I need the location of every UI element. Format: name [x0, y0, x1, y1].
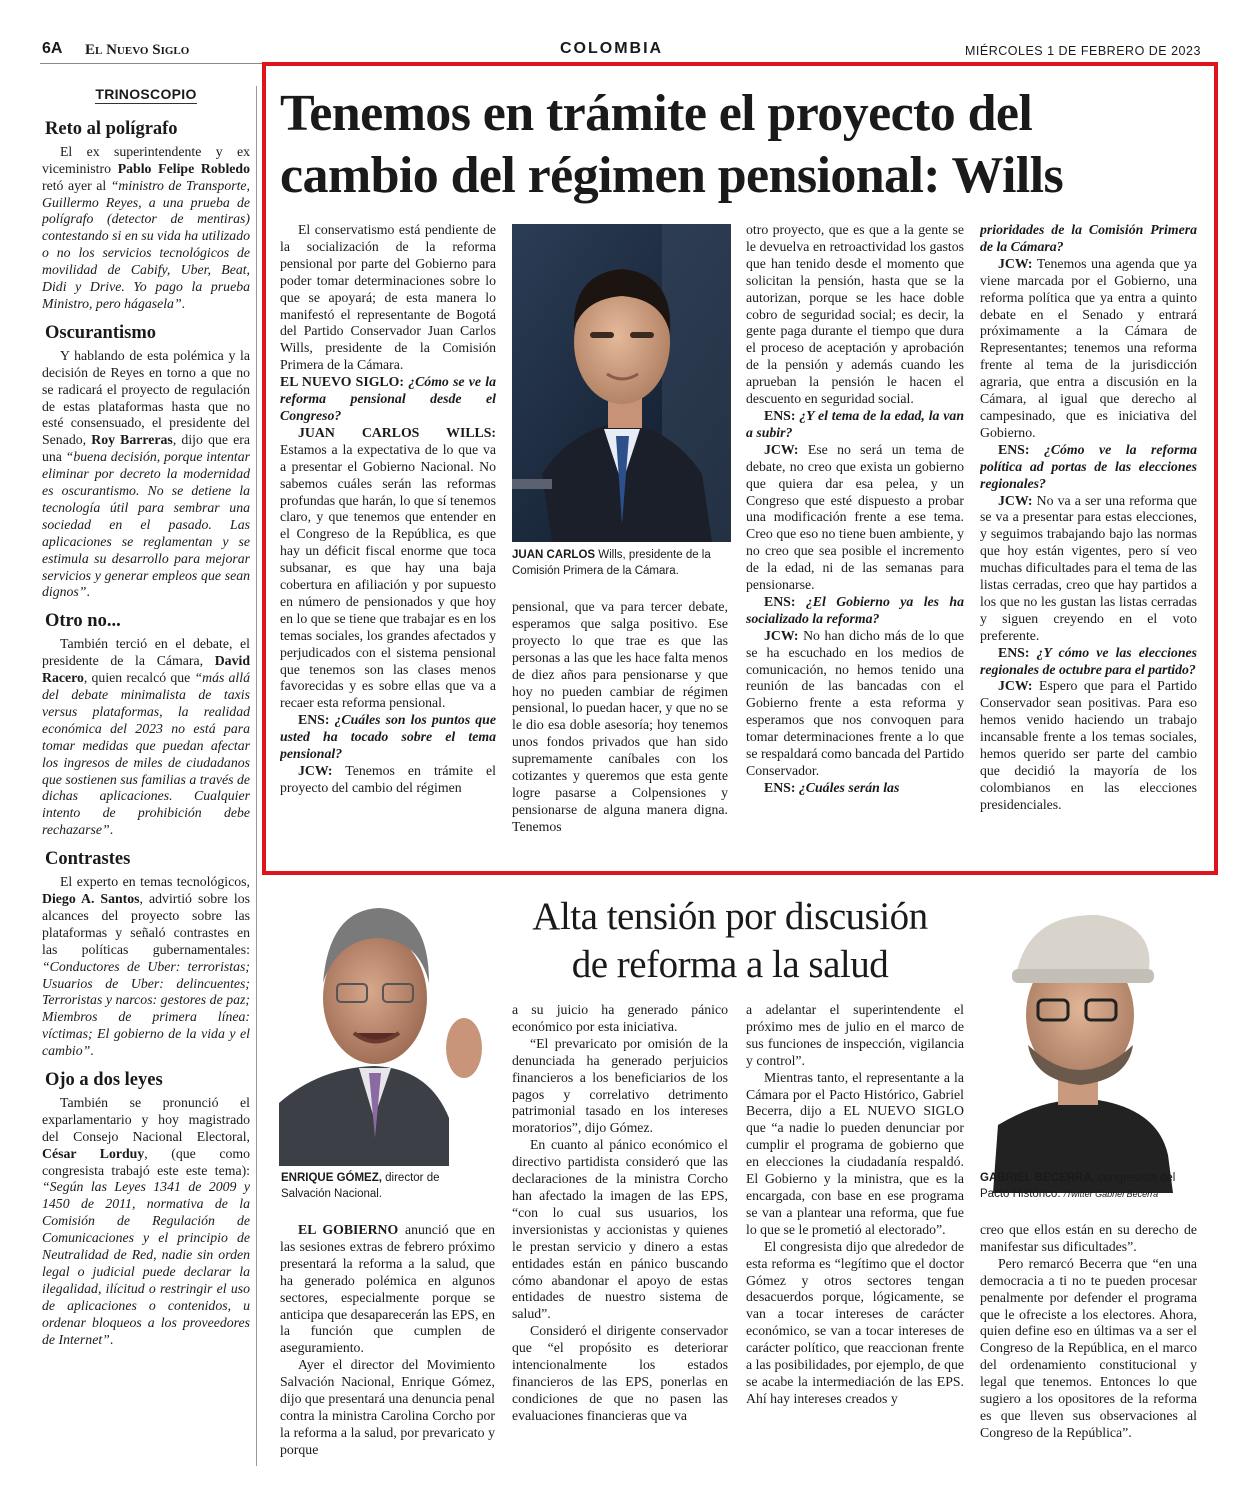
item-title-contrastes: Contrastes	[45, 849, 131, 870]
column-title: TRINOSCOPIO	[95, 86, 197, 102]
story2-column-1: EL GOBIERNO anunció que en las sesiones extras de febrero próximo presentará la reforma a la salud, que ha generado polémica en algunos sectores, especialmente porque se anticipa que desaparecerán las EPS, en la función que cumplen de aseguramiento. Ayer el director del Movimiento Salvación Nacional, Enrique Gómez, dijo que presentará una denuncia penal contra la ministra Carolina Corcho por la reforma a la salud, por prevaricato y porque	[280, 1222, 495, 1457]
newspaper-name: El Nuevo Siglo	[85, 42, 190, 58]
becerra-photo	[968, 895, 1198, 1193]
item-body-reto: El ex superintendente y ex viceministro Pablo Felipe Robledo retó ayer al “ministro de Transporte, Guillermo Reyes, a una prueba de polígrafo (detector de mentiras) contestando si en su vida ha utilizado o no los servicios tecnológicos de movilidad de Cabify, Uber, Beat, Didi y Drive. Yo pago la prueba Ministro, pero hágasela”.	[42, 143, 250, 311]
issue-date: MIÉRCOLES 1 DE FEBRERO DE 2023	[965, 44, 1201, 58]
wills-photo	[512, 224, 731, 542]
gomez-photo-caption: ENRIQUE GÓMEZ, director de Salvación Nacional.	[281, 1172, 440, 1200]
story1-column-4: prioridades de la Comisión Primera de la Cámara? JCW: Tenemos una agenda que ya viene marcada por el Gobierno, una reforma política que ya entra a quinto debate en el Senado y entrará próximamente a la Cámara de Representantes; tenemos una reforma frente al tema de la jurisdicción agraria, que entra a discusión en la Cámara, al igual que derecho al campesinado, que es iniciativa del Gobierno. ENS: ¿Cómo ve la reforma política ad portas de las elecciones regionales? JCW: No va a ser una reforma que se va a presentar para estas elecciones, y seguimos trabajando bajo las normas que hoy están vigentes, pero sí veo muchas dificultades para el tema de las listas cerradas, creo que hay partidos a los que no les gustan las listas cerradas y siguen creyendo en el voto preferente. ENS: ¿Y cómo ve las elecciones regionales de octubre para el partido? JCW: Espero que para el Partido Conservador sean positivas. Para eso hemos venido haciendo un trabajo incansable frente a los temas sociales, hemos querido ser parte del cambio que decidió la mayoría de los colombianos en las elecciones presidenciales.	[980, 222, 1197, 812]
story2-column-4: creo que ellos están en su derecho de manifestar sus dificultades”. Pero remarcó Becerra que “en una democracia a ti no te pueden procesar penalmente por defender el programa que le ofreciste a los electores. Ahora, quien define eso en últimas va a ser el Congreso de la República, en el marco del ordenamiento constitucional y legal que tenemos. Entonces lo que sugiero a los opositores de la reforma es que lleven sus observaciones al Congreso de la República”.	[980, 1222, 1197, 1440]
item-body-contrastes: El experto en temas tecnológicos, Diego A. Santos, advirtió sobre los alcances del proyecto sobre las plataformas y señaló contrastes en las políticas gubernamentales: “Conductores de Uber: terroristas; Usuarios de Uber: delincuentes; Terroristas y narcos: gestores de paz; Miembros de primera línea: víctimas; El gobierno de la vida y el cambio”.	[42, 874, 250, 1059]
story1-column-1: El conservatismo está pendiente de la socialización de la reforma pensional por parte del Gobierno para poder tomar determinaciones sobre lo que se apoyará; de esta manera lo manifestó el representante de Bogotá del Partido Conservador Juan Carlos Wills, presidente de la Comisión Primera de la Cámara. EL NUEVO SIGLO: ¿Cómo se ve la reforma pensional desde el Congreso? JUAN CARLOS WILLS: Estamos a la expectativa de lo que va a presentar el Gobierno Nacional. No sabemos cuáles serán las reformas profundas que harán, lo que sí tenemos claro, y que tenemos que entender en el Congreso de la República, es que hay un déficit fiscal enorme que toca subsanar, es que hay una baja cobertura en afiliación y por supuesto en número de pensionados y que hoy en lo que se tiene que trabajar es en los temas sociales, los grandes afectados y perjudicados con el sistema pensional que tenemos son las clases menos favorecidas y es sobre ellas que va a recaer esta reforma pensional. ENS: ¿Cuáles son los puntos que usted ha tocado sobre el tema pensional? JCW: Tenemos en trámite el proyecto del cambio del régimen	[280, 222, 496, 795]
story1-headline: Tenemos en trámite el proyecto del cambio del régimen pensional: Wills	[280, 85, 1064, 204]
wills-photo-caption: JUAN CARLOS Wills, presidente de la Comisión Primera de la Cámara.	[512, 549, 711, 577]
item-title-reto: Reto al polígrafo	[45, 118, 178, 139]
trinoscopio-column	[42, 86, 257, 1466]
story2-column-2: a su juicio ha generado pánico económico por esta iniciativa. “El prevaricato por omisión de la denunciada ha generado perjuicios financieros a los beneficiarios de los pagos y correlativo detrimento patrimonial tasado en los intereses moratorios”, dijo Gómez. En cuanto al pánico económico el directivo partidista consideró que las declaraciones de la ministra Corcho han afectado la imagen de las EPS, “con lo cual sus usuarios, los inversionistas y accionistas y quienes le prestan servicio y dinero a estas entidades están en pánico buscando cómo abandonar el apoyo de estas entidades de nuestro sistema de salud”. Consideró el dirigente conservador que “el propósito es deteriorar intencionalmente los estados financieros de las EPS, ponerlas en condiciones de que no pasen las evaluaciones financieras que va	[512, 1002, 728, 1423]
item-title-ojo: Ojo a dos leyes	[45, 1070, 163, 1091]
item-title-oscurantismo: Oscurantismo	[45, 322, 156, 343]
story1-column-3: otro proyecto, que es que a la gente se le devuelva en retroactividad los gastos que han tenido desde el momento que solicitan la pensión, hasta que se la autorizan, porque se les hace doble cobro de seguridad social; es decir, la gente paga durante el tiempo que dura el proceso de aceptación y aprobación de la pensión y además cuando les aprueban la pensión le hacen el descuento en seguridad social. ENS: ¿Y el tema de la edad, la van a subir? JCW: Ese no será un tema de debate, no creo que exista un gobierno que quiera dar esa pelea, y un Congreso que esté dispuesto a probar una modificación frente a ese tema. Creo que eso no tiene buen ambiente, y no creo que sea posible el incremento de la edad, ni de las semanas para pensionarse. ENS: ¿El Gobierno ya les ha socializado la reforma? JCW: No han dicho más de lo que se ha escuchado en los medios de comunicación, no hemos tenido una reunión de las bancadas con el Gobierno frente a esta reforma y esperamos que nos convoquen para tomar determinaciones frente a lo que se respaldará como bancada del Partido Conservador. ENS: ¿Cuáles serán las	[746, 222, 964, 795]
story2-headline-line1: Alta tensión por discusión	[532, 895, 928, 938]
page-number: 6A	[42, 40, 63, 57]
story2-headline-line2: de reforma a la salud	[571, 943, 889, 986]
item-body-oscurantismo: Y hablando de esta polémica y la decisión de Reyes en torno a que no se radicará el proyecto de regulación de estas plataformas hasta que no esté consensuado, el presidente del Senado, Roy Barreras, dijo que era una “buena decisión, porque intentar eliminar por decreto la modernidad es oscurantismo. No se detiene la tecnología útil para sembrar una sociedad en el pasado. Las aplicaciones se reglamentan y se estimula su desarrollo para mejorar servicios y generar empleos que sean dignos”.	[42, 347, 251, 600]
story1-column-2: pensional, que va para tercer debate, esperamos que salga positivo. Ese proyecto lo que trae es que las personas a las que les hace falta menos de diez años para pensionarse y que hoy no pueden cambiar de régimen pensional, lo puedan hacer, y que no se le dio esa doble asesoría; hoy tenemos unos fondos privados que han sido supremamente caníbales con los cotizantes y queremos que esta gente logre pasarse a Colpensiones y pensionarse de alguna manera digna. Tenemos	[512, 599, 728, 834]
item-body-ojo: También se pronunció el exparlamentario y hoy magistrado del Consejo Nacional Electoral, César Lorduy, (que como congresista trabajó este este tema): “Según las Leyes 1341 de 2009 y 1450 de 2011, normativa de la Comisión de Regulación de Comunicaciones y el principio de Neutralidad de Red, nadie sin orden legal o judicial puede declarar la ilegalidad, ilícitud o restringir el uso de aplicaciones o contenidos, u ordenar bloqueos a los proveedores de Internet”.	[42, 1094, 250, 1347]
story2-column-3: a adelantar el superintendente el próximo mes de julio en el marco de sus funciones de inspección, vigilancia y control”. Mientras tanto, el representante a la Cámara por el Pacto Histórico, Gabriel Becerra, dijo a EL NUEVO SIGLO que “a nadie lo pueden denunciar por cumplir el programa de gobierno que en elecciones la ciudadanía respaldó. El Gobierno y la ministra, que es la encargada, con base en ese programa se van a plantear una reforma, que fue lo que se le prometió al electorado”. El congresista dijo que alrededor de esta reforma es “legítimo que el doctor Gómez y otros sectores tengan desacuerdos porque, lógicamente, se van a tocar intereses de carácter económico, se van a tocar intereses de carácter político, que reaccionan frente a las posibilidades, por ejemplo, de que se acabe la intermediación de las EPS. Ahí hay intereses creados y	[746, 1002, 964, 1406]
section-name: COLOMBIA	[560, 40, 664, 57]
becerra-photo-caption: GABRIEL BECERRA, congresista del Pacto Histórico. /Twitter Gabriel Becerra	[980, 1172, 1176, 1200]
story2-headline	[460, 893, 1000, 989]
item-body-otro-no: También terció en el debate, el presidente de la Cámara, David Racero, quien recalcó que “más allá del debate minimalista de taxis versus plataformas, la realidad económica del 2023 no está para tomar medidas que puedan afectar los ingresos de miles de ciudadanos que sostienen sus familias a través de dichas aplicaciones. Cualquier intento de prohibición debe rechazarse”.	[42, 636, 250, 838]
item-title-otro-no: Otro no...	[45, 611, 121, 632]
